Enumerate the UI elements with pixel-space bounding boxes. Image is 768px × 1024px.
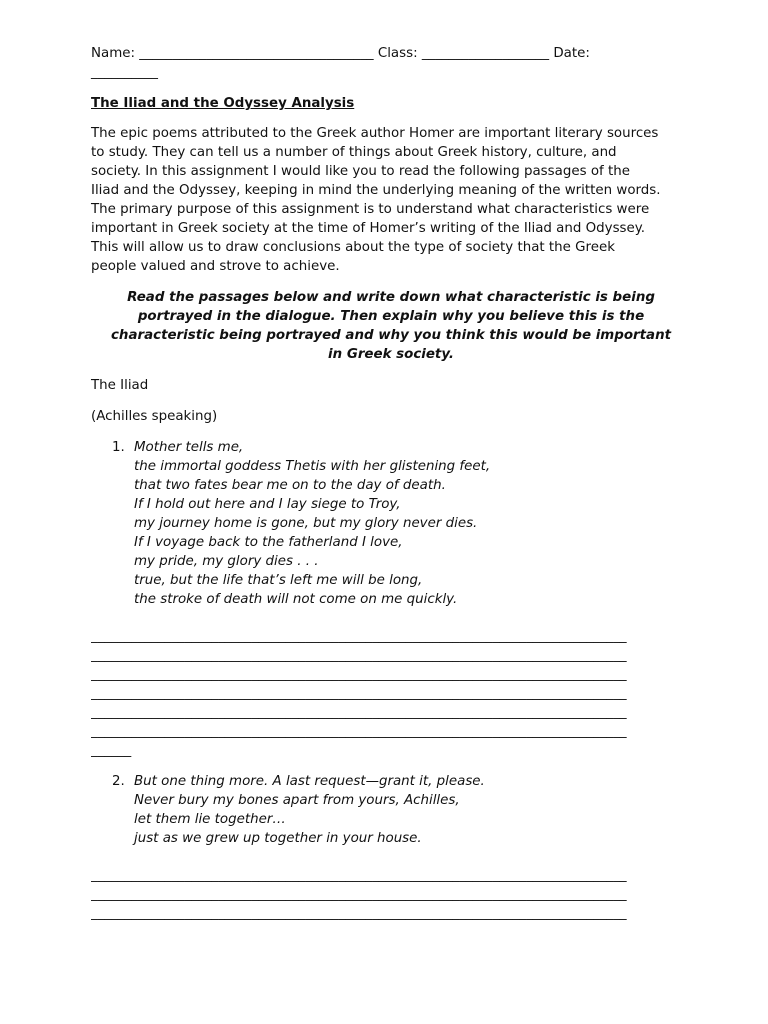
answer-line[interactable]: ________________________________________________________________________________ bbox=[91, 705, 627, 720]
question-1 bbox=[91, 438, 691, 609]
answer-area-2[interactable] bbox=[91, 866, 691, 923]
instructions-paragraph: Read the passages below and write down what characteristic is being portrayed in the dialogue. Then explain why you believe this is the characteristic being portrayed and why you think this would be important in Greek society. bbox=[110, 290, 672, 362]
verse-line: just as we grew up together in your house. bbox=[134, 831, 422, 846]
answer-line[interactable]: ________________________________________________________________________________ bbox=[91, 629, 627, 644]
answer-line[interactable]: ________________________________________________________________________________ bbox=[91, 667, 627, 682]
worksheet-title: The Iliad and the Odyssey Analysis bbox=[91, 96, 355, 111]
speaker-note: (Achilles speaking) bbox=[91, 409, 218, 424]
verse-line: my journey home is gone, but my glory never dies. bbox=[134, 516, 478, 531]
verse-line: true, but the life that’s left me will be long, bbox=[134, 573, 423, 588]
verse-line: that two fates bear me on to the day of death. bbox=[134, 478, 446, 493]
answer-line[interactable]: ______ bbox=[91, 743, 132, 758]
verse-line: If I hold out here and I lay siege to Troy, bbox=[134, 497, 401, 512]
worksheet-page bbox=[91, 44, 691, 923]
verse-line: my pride, my glory dies . . . bbox=[134, 554, 319, 569]
section-heading: The Iliad bbox=[91, 378, 149, 393]
answer-area-1[interactable] bbox=[91, 627, 691, 760]
question-number: 1. bbox=[112, 440, 125, 455]
name-class-date-line: Name: ___________________________________ Class: ___________________ Date: bbox=[91, 46, 590, 61]
answer-line[interactable]: ________________________________________________________________________________ bbox=[91, 724, 627, 739]
answer-line[interactable]: ________________________________________________________________________________ bbox=[91, 648, 627, 663]
verse-line: the immortal goddess Thetis with her glistening feet, bbox=[134, 459, 491, 474]
intro-paragraph: The epic poems attributed to the Greek author Homer are important literary sources to study. They can tell us a number of things about Greek history, culture, and society. In this assignment I would like you to read the following passages of the Iliad and the Odyssey, keeping in mind the underlying meaning of the written words. The primary purpose of this assignment is to understand what characteristics were important in Greek society at the time of Homer’s writing of the Iliad and Odyssey. This will allow us to draw conclusions about the type of society that the Greek people valued and strove to achieve. bbox=[91, 126, 661, 274]
verse-line: the stroke of death will not come on me quickly. bbox=[134, 592, 458, 607]
verse-line: let them lie together… bbox=[134, 812, 286, 827]
verse-line: Never bury my bones apart from yours, Achilles, bbox=[134, 793, 460, 808]
answer-line[interactable]: ________________________________________________________________________________ bbox=[91, 887, 627, 902]
date-blank-line: __________ bbox=[91, 65, 158, 80]
answer-line[interactable]: ________________________________________________________________________________ bbox=[91, 686, 627, 701]
question-number: 2. bbox=[112, 774, 125, 789]
answer-line[interactable]: ________________________________________________________________________________ bbox=[91, 906, 627, 921]
answer-line[interactable]: ________________________________________________________________________________ bbox=[91, 868, 627, 883]
verse-line: Mother tells me, bbox=[134, 440, 244, 455]
verse-line: But one thing more. A last request—grant it, please. bbox=[134, 774, 485, 789]
verse-line: If I voyage back to the fatherland I love, bbox=[134, 535, 403, 550]
question-2 bbox=[91, 772, 691, 848]
